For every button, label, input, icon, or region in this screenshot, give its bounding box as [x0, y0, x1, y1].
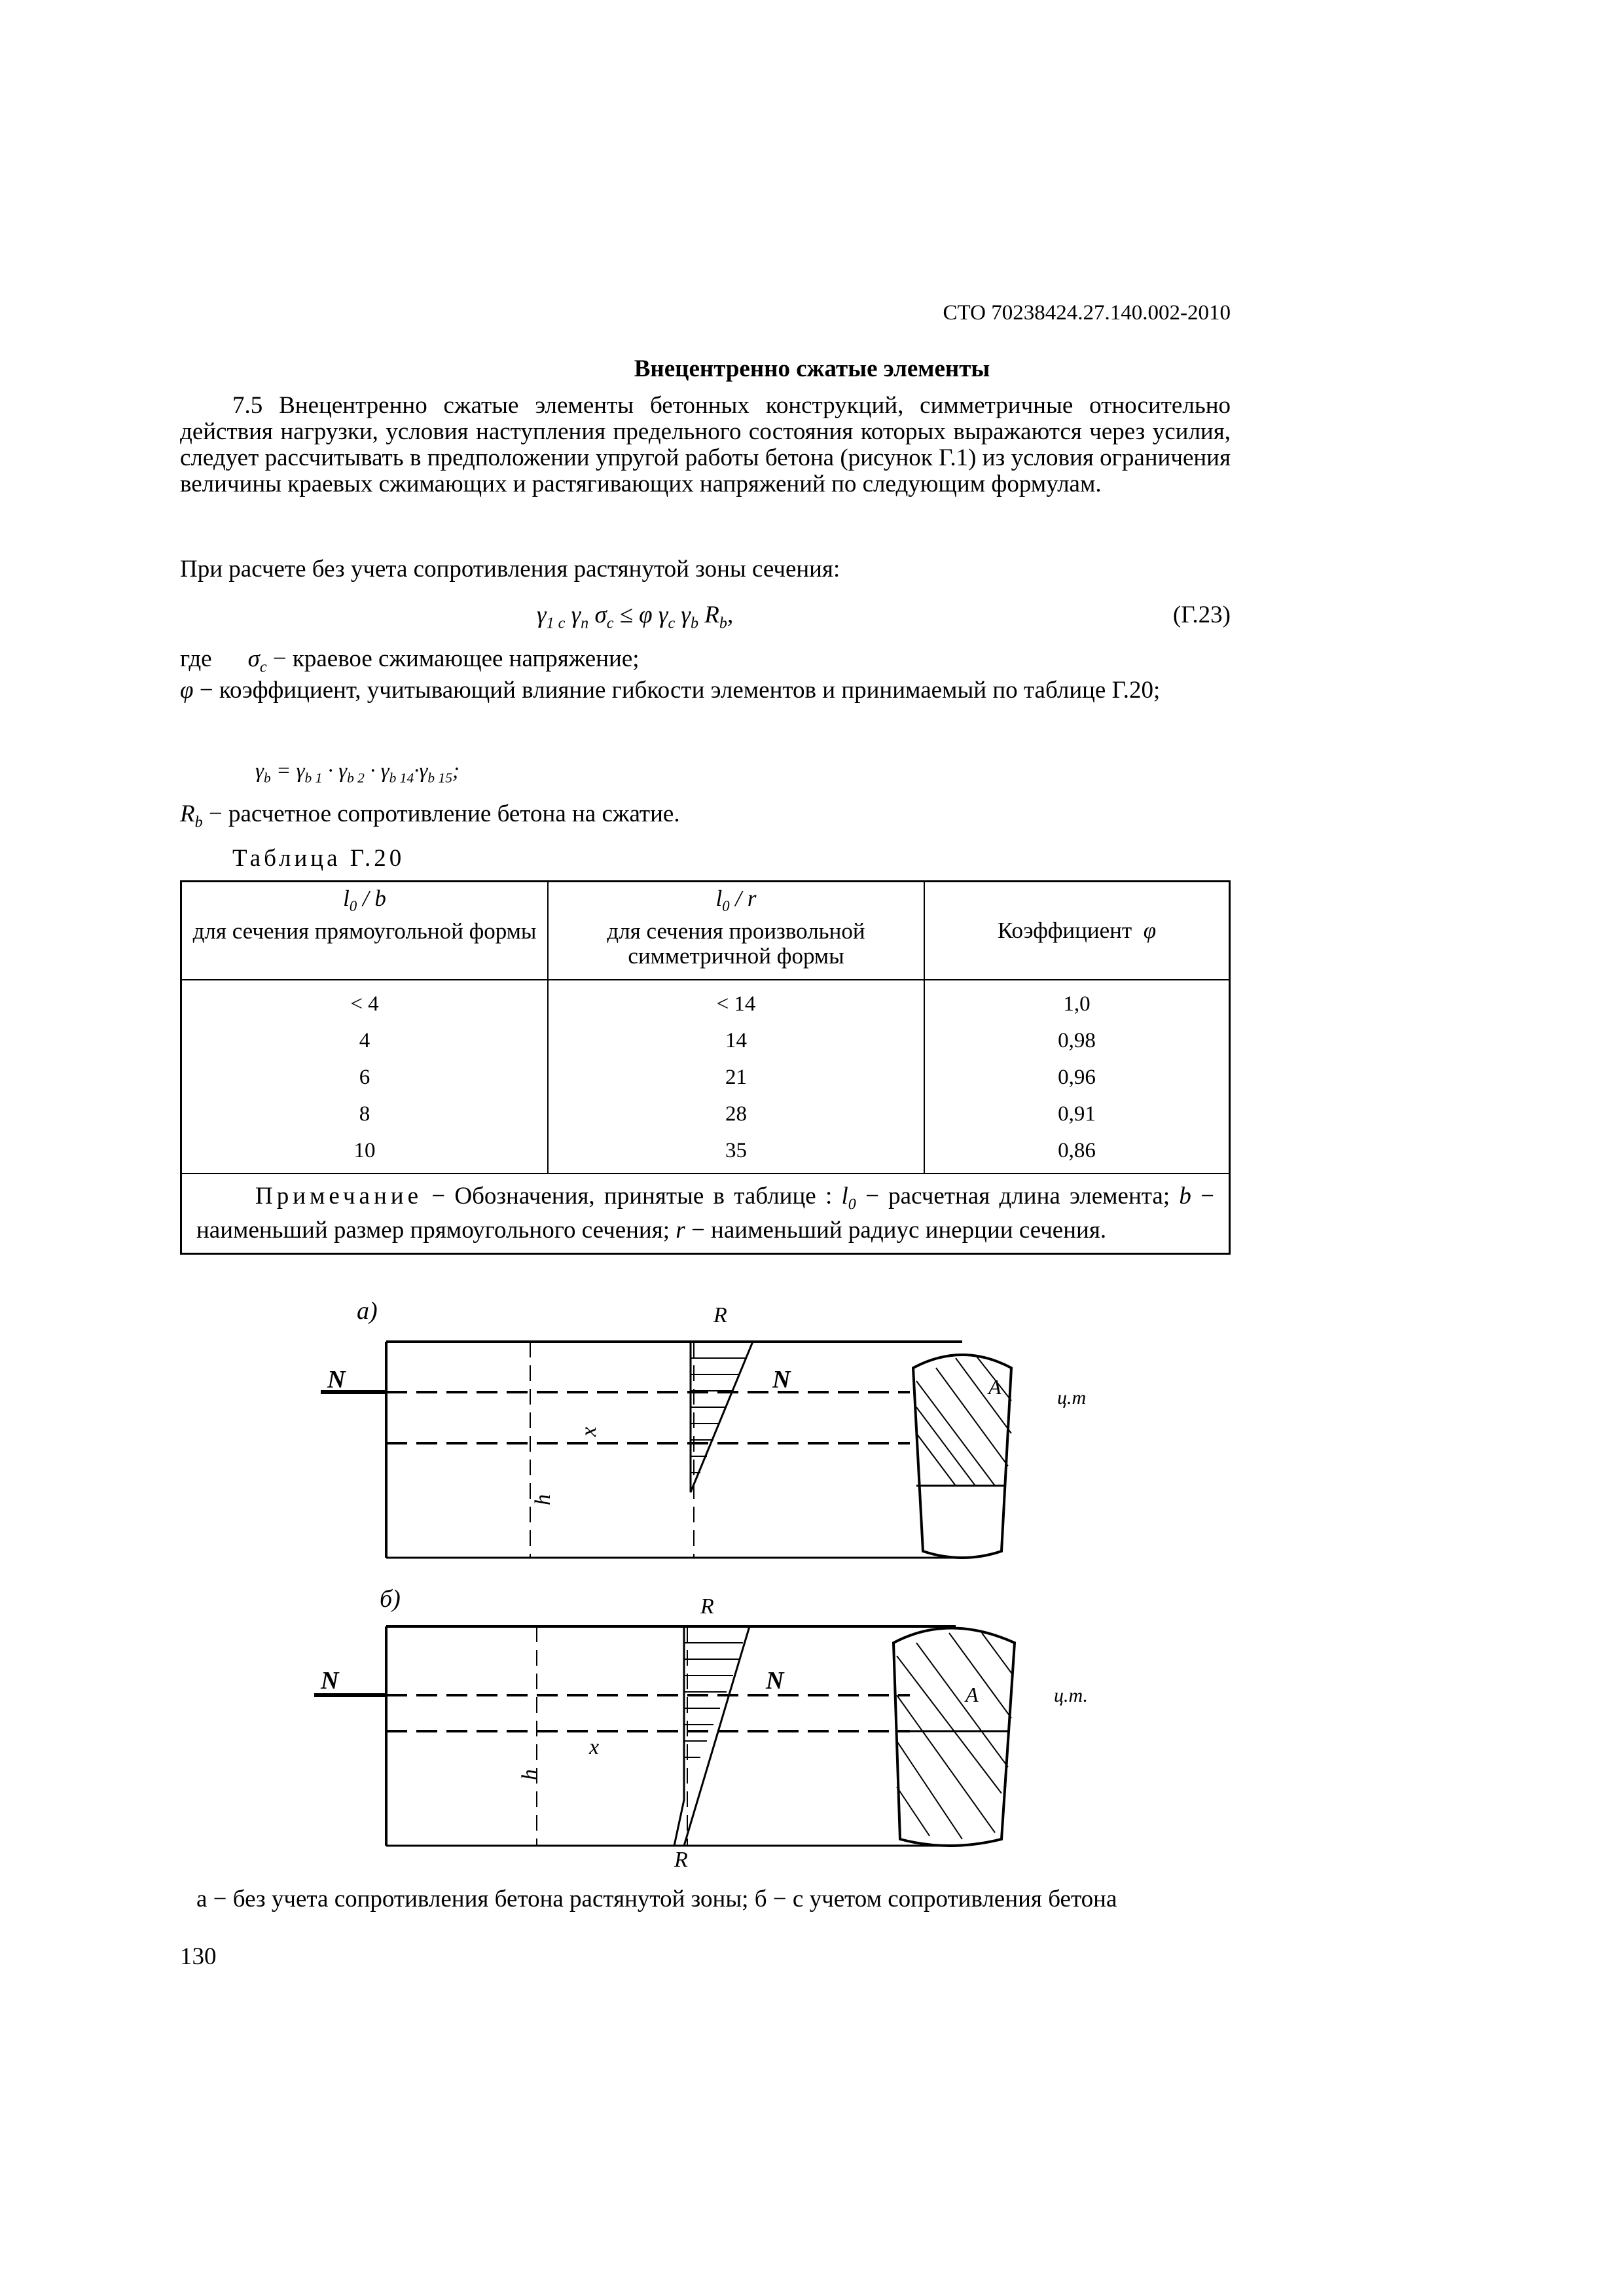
table-cell: 10	[353, 1139, 376, 1162]
table-cell: 0,91	[1058, 1102, 1096, 1126]
section-hatching	[897, 1633, 1013, 1839]
col-phi	[925, 980, 1229, 1173]
table-caption: Таблица Г.20	[232, 845, 405, 872]
section-hatching	[916, 1355, 1011, 1486]
paragraph-7-5: 7.5 Внецентренно сжатые элементы бетонных конструкций, симметричные относительно действия нагрузки, условия наступления предельного состояния которых выражаются через усилия, следует рассчитывать в предположении упругой работы бетона (рисунок Г.1) из условия ограничения величины краевых сжимающих и растягивающих напряжений по следующим формулам.	[180, 392, 1231, 497]
table-note: Примечание − Обозначения, принятые в таблице : $l_0$ − расчетная длина элемента; b − наименьший размер прямоугольного сечения; r − наименьший радиус инерции сечения.	[196, 1183, 1214, 1244]
svg-text:h: h	[531, 1494, 555, 1505]
table-body	[182, 980, 1229, 1174]
svg-text:R: R	[674, 1848, 688, 1872]
svg-text:h: h	[518, 1769, 542, 1780]
table-cell: 4	[359, 1029, 370, 1052]
col-lb	[182, 980, 549, 1173]
svg-text:N: N	[766, 1667, 784, 1695]
table-cell: 35	[725, 1139, 747, 1162]
document-code: СТО 70238424.27.140.002-2010	[943, 301, 1231, 325]
svg-text:N: N	[327, 1366, 346, 1393]
col-lr	[549, 980, 925, 1173]
svg-text:A: A	[965, 1683, 979, 1706]
formula-number: (Г.23)	[1172, 601, 1231, 628]
section-heading: Внецентренно сжатые элементы	[634, 355, 990, 382]
table-cell: 21	[725, 1066, 747, 1089]
svg-text:R: R	[700, 1594, 714, 1619]
table-cell: 0,98	[1058, 1029, 1096, 1052]
table-cell: < 4	[350, 992, 379, 1016]
figure-caption: а − без учета сопротивления бетона растянутой зоны; б − с учетом сопротивления бетона	[196, 1886, 1117, 1912]
stress-diagram	[691, 1342, 753, 1492]
table-cell: 0,86	[1058, 1139, 1096, 1162]
table-cell: 1,0	[1063, 992, 1091, 1016]
rb-definition: $R_b$ − расчетное сопротивление бетона на сжатие.	[180, 800, 680, 831]
svg-text:R: R	[713, 1303, 727, 1327]
header-col3: Коэффициент φ	[997, 918, 1157, 943]
header-col1: $l_0$ / b для сечения прямоугольной формы	[182, 882, 549, 979]
svg-text:N: N	[321, 1667, 339, 1695]
section-shape	[893, 1628, 1015, 1846]
sigma-symbol: $\sigma_c$	[247, 645, 267, 676]
svg-text:x: x	[589, 1735, 600, 1759]
table-g20	[180, 880, 1231, 1255]
formula-g23: $\gamma_{1 c}$ $\gamma_n$ $\sigma_c \le \varphi$ $\gamma_c$ $\gamma_b$ $R_b$,	[537, 601, 734, 632]
header-col2: $l_0$ / r для сечения произвольной симметричной формы	[549, 882, 925, 979]
table-cell: 8	[359, 1102, 370, 1126]
figure-a	[308, 1296, 1087, 1571]
svg-text:N: N	[772, 1366, 791, 1393]
where-line: где $\sigma_c$ − краевое сжимающее напряжение;	[180, 645, 640, 676]
table-cell: 14	[725, 1029, 747, 1052]
table-cell: 0,96	[1058, 1066, 1096, 1089]
figure-b	[308, 1584, 1089, 1872]
stress-hatching	[684, 1643, 743, 1757]
svg-text:x: x	[577, 1426, 601, 1437]
figure-a-label: а)	[357, 1297, 378, 1325]
table-cell: 28	[725, 1102, 747, 1126]
table-cell: < 14	[716, 992, 756, 1016]
table-cell: 6	[359, 1066, 370, 1089]
svg-text:ц.т.: ц.т.	[1054, 1685, 1089, 1706]
figure-b-label: б)	[380, 1585, 401, 1613]
phi-definition: φ − коэффициент, учитывающий влияние гибкости элементов и принимаемый по таблице Г.20;	[180, 677, 1161, 704]
paragraph-calc: При расчете без учета сопротивления растянутой зоны сечения:	[180, 556, 840, 583]
svg-text:A: A	[988, 1375, 1001, 1399]
svg-text:ц.т: ц.т	[1057, 1387, 1087, 1408]
table-header	[182, 882, 1229, 980]
gamma-b-formula: $\gamma_b = \gamma_{b 1} \cdot \gamma_{b 2} \cdot \gamma_{b 14}\cdot\gamma_{b 15}$;	[255, 759, 460, 786]
page-number: 130	[180, 1943, 217, 1970]
